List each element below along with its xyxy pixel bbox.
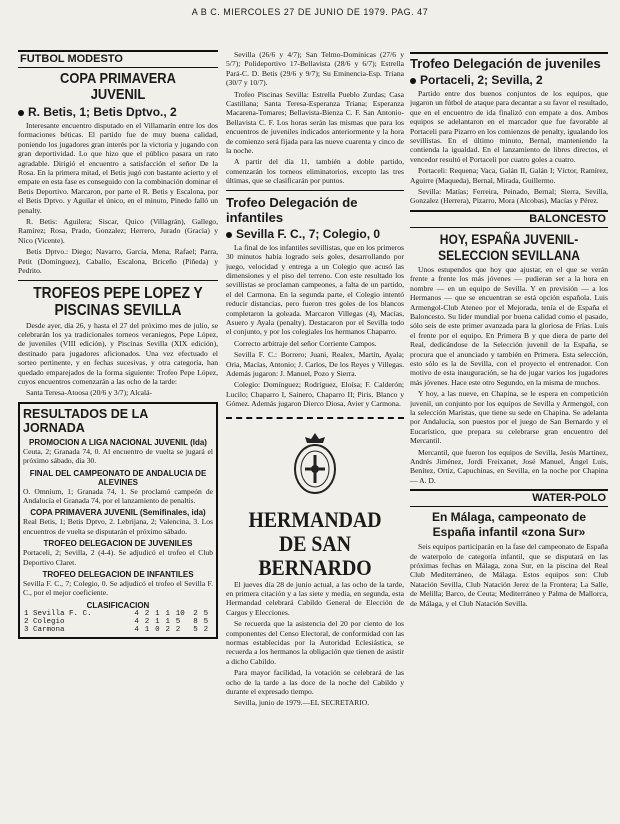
column-right	[410, 50, 608, 816]
results-text: Real Betis, 1; Betis Dptvo, 2. Lebrijana, 2; Valencina, 3. Los encuentros de vuelta se disputarán el próximo sábado.	[23, 517, 213, 536]
paragraph: Para mayor facilidad, la votación se celebrará de las ocho de la tarde a las doce de la noche del Cabildo y durante el expresado tiempo.	[226, 668, 404, 697]
results-title: RESULTADOS DE LA JORNADA	[23, 406, 148, 435]
bullet-icon	[226, 232, 232, 238]
article-title: TROFEOS PEPE LOPEZ Y PISCINAS SEVILLA	[33, 284, 203, 319]
divider	[18, 280, 218, 281]
column-left	[18, 50, 218, 816]
column-middle	[226, 50, 404, 816]
section-heading-waterpolo: WATER-POLO	[410, 489, 608, 507]
paragraph: Trofeo Piscinas Sevilla: Estrella Pueblo Zurdas; Casa Castillana; Santa Teresa-Esperanza Triana; Esperanza Macarena-Tomares; Bellavista-Bienza C. F. San Antonio-Bellavista C. F. Los horas serán las mismas que para los encuentros de juveniles indicados anteriormente y la hora de comienzo será fijada para las nueve cuarenta y cinco de la noche.	[226, 89, 404, 156]
paragraph: Santa Teresa-Atoosa (20/6 y 3/7); Alcalá-	[26, 388, 153, 398]
section-heading-baloncesto: BALONCESTO	[410, 210, 608, 228]
paragraph: La final de los infantiles sevillistas, que en los primeros 30 minutos había logrado seis goles, desarrollando por juego, velocidad y entrega a un Colegio que acusó las dimensiones y el piso del terreno. Con este resultado los sevillistas se proclaman campeones, a falta de un partido, el del Carmona. En la segunda parte, el Colegio intentó reducir distancias, pero fueron tres goles de los blancos completaron la goleada. Marcaron Villegas (4), Macías, Asuero y Ayala (penalty). Destacaron por el Sevilla todo el conjunto, y por los colegiales los hermanos Chaparro.	[226, 242, 404, 337]
table-row: 2 Colegio 4 2 1 1 5 8 5	[24, 617, 209, 626]
results-text: Portaceli, 2; Sevilla, 2 (4-4). Se adjudicó el trofeo el Club Deportivo Claret.	[23, 548, 213, 567]
standings-table	[23, 610, 213, 634]
results-text: Ceuta, 2; Granada 74, 0. Al encuentro de vuelta se jugará el próximo sábado, día 30.	[23, 446, 213, 466]
divider	[226, 190, 404, 191]
coat-of-arms-icon	[285, 429, 345, 499]
results-subhead: TROFEO DELEGACION DE INFANTILES	[42, 570, 194, 579]
match-score: Portaceli, 2; Sevilla, 2	[410, 73, 608, 87]
bullet-icon	[18, 110, 24, 116]
paragraph: Desde ayer, día 26, y hasta el 27 del próximo mes de julio, se celebrarán los ya tradicionales torneos veraniegos, Pepe López, de juveniles (VIII edición), y Piscinas Sevilla (XIX edición), destinado para jugadores aficionados. Una vez efectuado el sorteo pertinente, y en fechas sucesivas, y otra categoría, han quedado emparejados de la forma siguiente: Trofeo Pepe López, cuyos encuentros comenzarán a las ocho de la tarde:	[18, 320, 218, 386]
bullet-icon	[410, 78, 416, 84]
paragraph: Correcto arbitraje del señor Corriente Campos.	[234, 338, 377, 348]
paragraph: Portaceli: Requena; Vaca, Galán II, Galán I; Víctor, Ramírez, Aguirre (Maqueda), Bernal, Mirada, Guillermo.	[410, 166, 608, 185]
results-subhead: TROFEO DELEGACION DE JUVENILES	[43, 539, 193, 549]
paragraph: Unos estupendos que hoy que ajustar, en el que se verán frente a frente los más jóvenes — pudieran ser a la hora en nombre — en un equipo de Sevilla. Y en previsión — a los Hermanos — que se encuentran se está opción española. Luis Armengol-Club Ateneo por el Mejorada, tenía el de España el Baloncesto. Su líder mundial por buena calidad como el pasado, sólo seis de este primer avanzada para la gloriosa de Frías. Luis el frente por el equipo. En Primera B y que diera de parte del Real, dedicándose de la Selección juvenil de la España, se procura que el anunciado y también en Primera. Esta selección, esto sólo es la de Sevilla, con el proyecto el entrenador. Con motivo de esta inauguración, se ha de jugar varios los jugadores más jóvenes. Hace este otro Segundo, en la misma de muchos.	[410, 264, 608, 387]
paragraph: Sevilla (26/6 y 4/7); San Telmo-Dominicas (27/6 y 5/7); Polideportivo 17-Bellavista (28/6 y 6/7); Estrella Pará-C. D. Betis (29/6 y 9/7); Su Eminencia-Esp. Triana (30/7 y 10/7).	[226, 50, 404, 88]
announcement-title: HERMANDAD DE SAN BERNARDO	[248, 506, 382, 580]
results-text: Sevilla F. C., 7; Colegio, 0. Se adjudicó el trofeo el Sevilla F. C., por el mejor coeficiente.	[23, 579, 213, 598]
paragraph: Colegio: Domínguez; Rodríguez, Eloísa; F. Calderón; Lucilo; Chaparro I, Sainero, Chaparro II; Piris, Blanco y Gómez. Además jugaron Dierco Diosa, Avier y Carmona.	[226, 380, 404, 409]
results-subhead: COPA PRIMAVERA JUVENIL (Semifinales, ida)	[30, 508, 206, 518]
article-title: Trofeo Delegación de infantiles	[226, 194, 358, 225]
page-header: A B C. MIERCOLES 27 DE JUNIO DE 1979. PAG. 47	[191, 7, 429, 17]
paragraph: Sevilla, junio de 1979.—EL SECRETARIO.	[234, 698, 370, 708]
paragraph: El jueves día 28 de junio actual, a las ocho de la tarde, en primera citación y a las siete y media, en segunda, esta Hermandad celebrará Cabildo General de Elección de Cargos y Elecciones.	[226, 579, 404, 617]
paragraph: R. Betis: Aguilera; Siscar, Quico (Villagrán), Gallego, Ramírez; Rosa, Prado, Gonzalez; Herrero, Jurado (Gracia) y Nico (Vicente).	[18, 217, 218, 245]
paragraph: Sevilla F. C.: Borrero; Juani, Realex, Martín, Ayala; Oria, Macías, Antonio; J. Carlos, De los Reyes y Villegas. Además jugaron: J. Manuel, Pozo y Sierra.	[226, 350, 404, 378]
results-text: O. Omnium, 1; Granada 74, 1. Se proclamó campeón de Andalucía el Granada 74, por el lanzamiento de penaltis.	[23, 486, 213, 505]
results-subhead: PROMOCION A LIGA NACIONAL JUVENIL (Ida)	[29, 437, 207, 447]
results-subhead: FINAL DEL CAMPEONATO DE ANDALUCIA DE ALEVINES	[29, 468, 207, 487]
article-title: En Málaga, campeonato de España infantil «zona Sur»	[431, 510, 587, 540]
paragraph: Seis equipos participarán en la fase del campeonato de España de waterpolo de categoría infantil, que se disputará en las próximas fechas en Málaga, zona Sur, en la piscina del Real Club Mediterráneo, de Málaga. Estos equipos son: Club Natación Sevilla, Club Natación Jerez de la Frontera; La Salle, de Melilla; Barco, de Ceuta; Mediterráneo y Palma de Mallorca, de Málaga, y el Club Natación Sevilla.	[410, 542, 608, 608]
section-heading-futbol: FUTBOL MODESTO	[18, 50, 218, 68]
article-title: HOY, ESPAÑA JUVENIL-SELECCION SEVILLANA	[438, 230, 580, 263]
results-box	[18, 402, 218, 639]
paragraph: Interesante encuentro disputado en el Villamarín entre los dos formaciones béticas. El partido fue de muy buena calidad, poniendo los jugadores gran interés por la victoria y jugando con gran deportividad. Lo que hizo que el público pasara un rato agradable. Dirigió el encuentro a satisfacción el señor De la Rosa. En la primera mitad, el Betis jugó con bastante acierto y el empate en esta fase es conseguido con la combinación dominar el Betis Deportivo. Marcaron, por parte el R. Betis y Escalona, por el Betis Dptvo. y Aguilar el único, en el minuto, Pinedo falló un penalty.	[18, 121, 218, 215]
match-score: Sevilla F. C., 7; Colegio, 0	[226, 227, 404, 241]
match-score: R. Betis, 1; Betis Dptvo., 2	[18, 105, 218, 119]
announcement	[226, 417, 404, 708]
paragraph: Mercantil, que fueron los equipos de Sevilla, Jesús Martínez, Andrés Jiménez, Jordi Freixanet, José Manuel, Ángel Luis, Benítez, Ortiz, Capuchinas, en Sevilla, en la noche por Chapina — A. D.	[410, 447, 608, 485]
table-row: 3 Carmona 4 1 0 2 2 5 2	[24, 625, 209, 634]
article-title: COPA PRIMAVERA JUVENIL	[60, 70, 176, 103]
table-row: 1 Sevilla F. C. 4 2 1 1 10 2 5	[24, 609, 209, 618]
paragraph: Sevilla: Matías; Ferreira, Peinado, Bernal; Sierra, Sevilla, Gonzalez (Herrera), Pizarro, Mora (Alcobas), Macías y Pérez.	[410, 187, 608, 206]
article-title: Trofeo Delegación de juveniles	[410, 52, 608, 71]
paragraph: Betis Dptvo.: Diego; Navarro, García, Mena, Rafael; Parra, Petit (Domínguez), Caballo, Escalona, Briceño (Piñeda) y Pedrito.	[18, 247, 218, 276]
paragraph: Se recuerda que la asistencia del 20 por ciento de los componentes del Censo Electoral, de conformidad con las normas establecidas por la Autoridad Eclesiástica, se recuerda a los hermanos la obligación que tienen de asistir a dicho Cabildo.	[226, 619, 404, 666]
paragraph: A partir del día 11, también a doble partido, comenzarán los torneos eliminatorios, excepto las tres últimas, que se clasificarán por puntos.	[226, 157, 404, 186]
paragraph: Partido entre dos buenos conjuntos de los equipos, que jugaron un fútbol de ataque para decantar a su favor el resultado, que en el encuentro de ida finalizó con empate a dos. Ambos equipos se adelantaron en el marcador que fue favorable al Portaceli para Pizarro en los comienzos de penalty, igualando los sevillistas. En el último minuto, Bernal, manteniendo la contienda la igualdad. En el lanzamiento de libres directos, el vencedor resultó el Portaceli por cuatro goles a cuatro.	[410, 89, 608, 164]
table-title: CLASIFICACION	[86, 600, 150, 610]
paragraph: Y hoy, a las nueve, en Chapina, se le espera en competición juvenil, un conjunto por los equipos de Sevilla y Armengol, con la selección Maristas, que tiene su sede en Chapina. Se adelanta por Andalucía, son puestos por el juego de San Bernardo y el Eucarístico, que prepara su celebrarse gran encuentro del Mercantil.	[410, 389, 608, 446]
